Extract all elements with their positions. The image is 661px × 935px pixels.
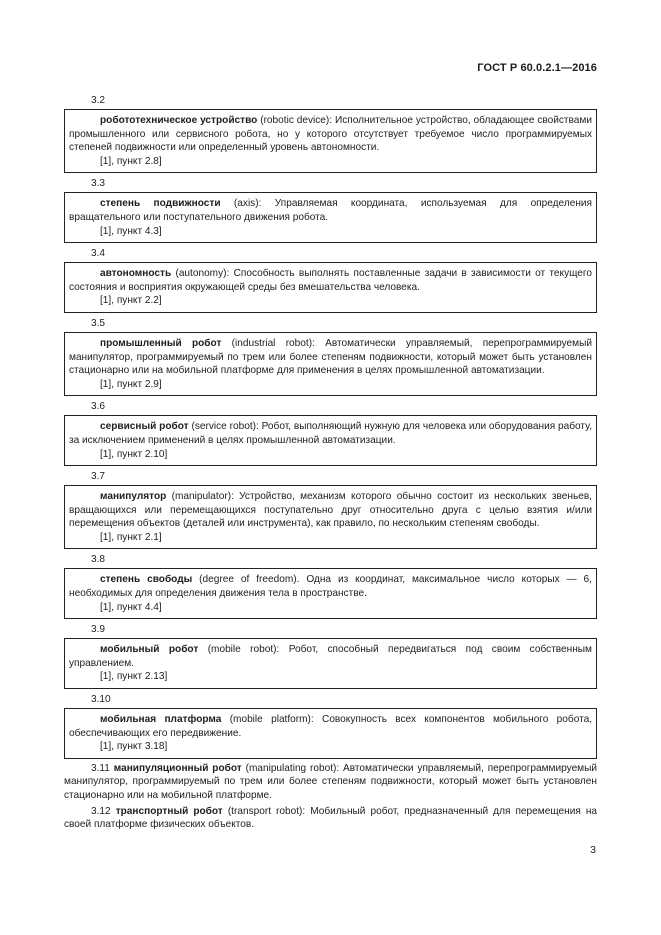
definition-text	[69, 114, 592, 155]
term-english: (autonomy)	[175, 268, 227, 280]
term-english: (manipulating robot)	[245, 762, 337, 774]
term-entry	[64, 316, 597, 396]
term: сервисный робот	[100, 421, 189, 433]
source-reference: [1], пункт 2.2]	[100, 295, 162, 307]
term: транспортный робот	[115, 805, 223, 817]
term-entry	[64, 176, 597, 243]
entry-box	[64, 416, 597, 466]
source-reference: [1], пункт 3.18]	[100, 741, 168, 753]
term-english: (robotic device)	[260, 115, 330, 126]
definition: : Исполнительное устройство, обладающее свойствами промышленного или сервисного робота, но у которого отсутствует требуемое число программируемых степеней подвижности или определенный уровень автономности.	[69, 115, 592, 154]
entry-number: 3.9	[91, 624, 106, 636]
definition: : Устройство, механизм которого обычно состоит из нескольких звеньев, вращающихся или перемещающихся поступательно друг относительно друга с целью взятия и/или перемещения объектов (деталей или инструмента), как правило, по нескольким степеням свободы.	[69, 491, 592, 530]
term-paragraph	[64, 762, 597, 803]
entry-number: 3.3	[91, 178, 106, 190]
term-entry	[64, 692, 597, 759]
source-reference: [1], пункт 4.3]	[100, 225, 162, 237]
term-english: (degree of freedom)	[199, 574, 297, 586]
entry-box	[64, 263, 597, 313]
definition: : Совокупность всех компонентов мобильного робота, обеспечивающих его передвижение.	[69, 714, 593, 739]
entry-number: 3.7	[91, 471, 106, 483]
entry-box	[64, 639, 597, 689]
term-english: (axis)	[233, 198, 259, 210]
term-entry	[64, 552, 597, 619]
paragraph-number: 3.12	[91, 805, 111, 817]
source-reference: [1], пункт 2.10]	[100, 448, 168, 460]
source-reference: [1], пункт 2.1]	[100, 531, 162, 543]
term: степень свободы	[100, 574, 193, 586]
definition: : Мобильный робот, предназначенный для перемещения на своей платформе физических объектов.	[64, 805, 598, 831]
term-entry	[64, 399, 597, 466]
entry-number: 3.4	[91, 248, 106, 260]
definition-text	[69, 337, 592, 378]
term-english: (service robot)	[191, 421, 256, 433]
definition-text	[69, 643, 592, 670]
definition-text	[69, 267, 592, 294]
entry-number: 3.5	[91, 317, 106, 329]
entry-number: 3.6	[91, 401, 106, 413]
source-reference: [1], пункт 2.13]	[100, 671, 168, 683]
source-reference: [1], пункт 4.4]	[100, 601, 162, 613]
definition: : Робот, выполняющий нужную для человека или оборудования работу, за исключением применений в целях промышленной автоматизации.	[69, 421, 593, 446]
definition: . Одна из координат, максимальное число которых — 6, необходимых для определения движения тела в пространстве.	[69, 574, 592, 600]
term-paragraph	[64, 805, 597, 832]
source-reference: [1], пункт 2.8]	[100, 155, 162, 167]
term-english: (industrial robot)	[231, 337, 313, 349]
source-reference: [1], пункт 2.9]	[100, 378, 162, 390]
definition: : Робот, способный передвигаться под своим собственным управлением.	[69, 644, 592, 669]
document-content	[64, 93, 597, 832]
entry-number: 3.2	[91, 95, 106, 106]
term: промышленный робот	[100, 337, 222, 349]
term-english: (transport robot)	[227, 805, 303, 817]
term-english: (mobile platform)	[229, 714, 311, 726]
term: степень подвижности	[100, 198, 221, 210]
definition-text	[69, 713, 592, 740]
entry-box	[64, 193, 597, 243]
entry-box	[64, 333, 597, 396]
term-english: (manipulator)	[171, 491, 232, 503]
term-entry	[64, 622, 597, 689]
entry-number: 3.10	[91, 694, 111, 706]
definition-text	[69, 420, 592, 447]
definition-text	[69, 490, 592, 531]
term: автономность	[100, 268, 172, 280]
definition: : Способность выполнять поставленные задачи в зависимости от текущего состояния и восприятия окружающей среды без вмешательства человека.	[69, 268, 592, 293]
entry-box	[64, 486, 597, 549]
definition: : Управляемая координата, используемая для определения вращательного или поступательного движения робота.	[69, 198, 593, 223]
term: манипуляционный робот	[113, 762, 242, 774]
term: робототехническое устройство	[100, 115, 258, 126]
term-entry	[64, 469, 597, 549]
entry-box	[64, 709, 597, 759]
document-header: ГОСТ Р 60.0.2.1—2016	[477, 62, 597, 74]
term-english: (mobile robot)	[207, 644, 277, 656]
term-entry	[64, 246, 597, 313]
term: мобильная платформа	[100, 714, 222, 726]
definition-text	[69, 573, 592, 600]
term-entry	[64, 93, 597, 173]
term: мобильный робот	[100, 644, 199, 656]
definition: : Автоматически управляемый, перепрограммируемый манипулятор, программируемый по трем или более степеням подвижности, который может быть установлен стационарно или на мобильной платформе.	[64, 762, 598, 801]
definition: : Автоматически управляемый, перепрограммируемый манипулятор, программируемый по трем или более степеням подвижности, который может быть установлен стационарно или на мобильной платформе для применения в целях промышленной автоматизации.	[69, 337, 592, 377]
entry-box	[64, 569, 597, 619]
term: манипулятор	[100, 491, 167, 503]
entry-number: 3.8	[91, 554, 106, 566]
entry-box	[64, 110, 597, 173]
definition-text	[69, 197, 592, 224]
page-number: 3	[590, 844, 596, 856]
paragraph-number: 3.11	[91, 762, 110, 774]
